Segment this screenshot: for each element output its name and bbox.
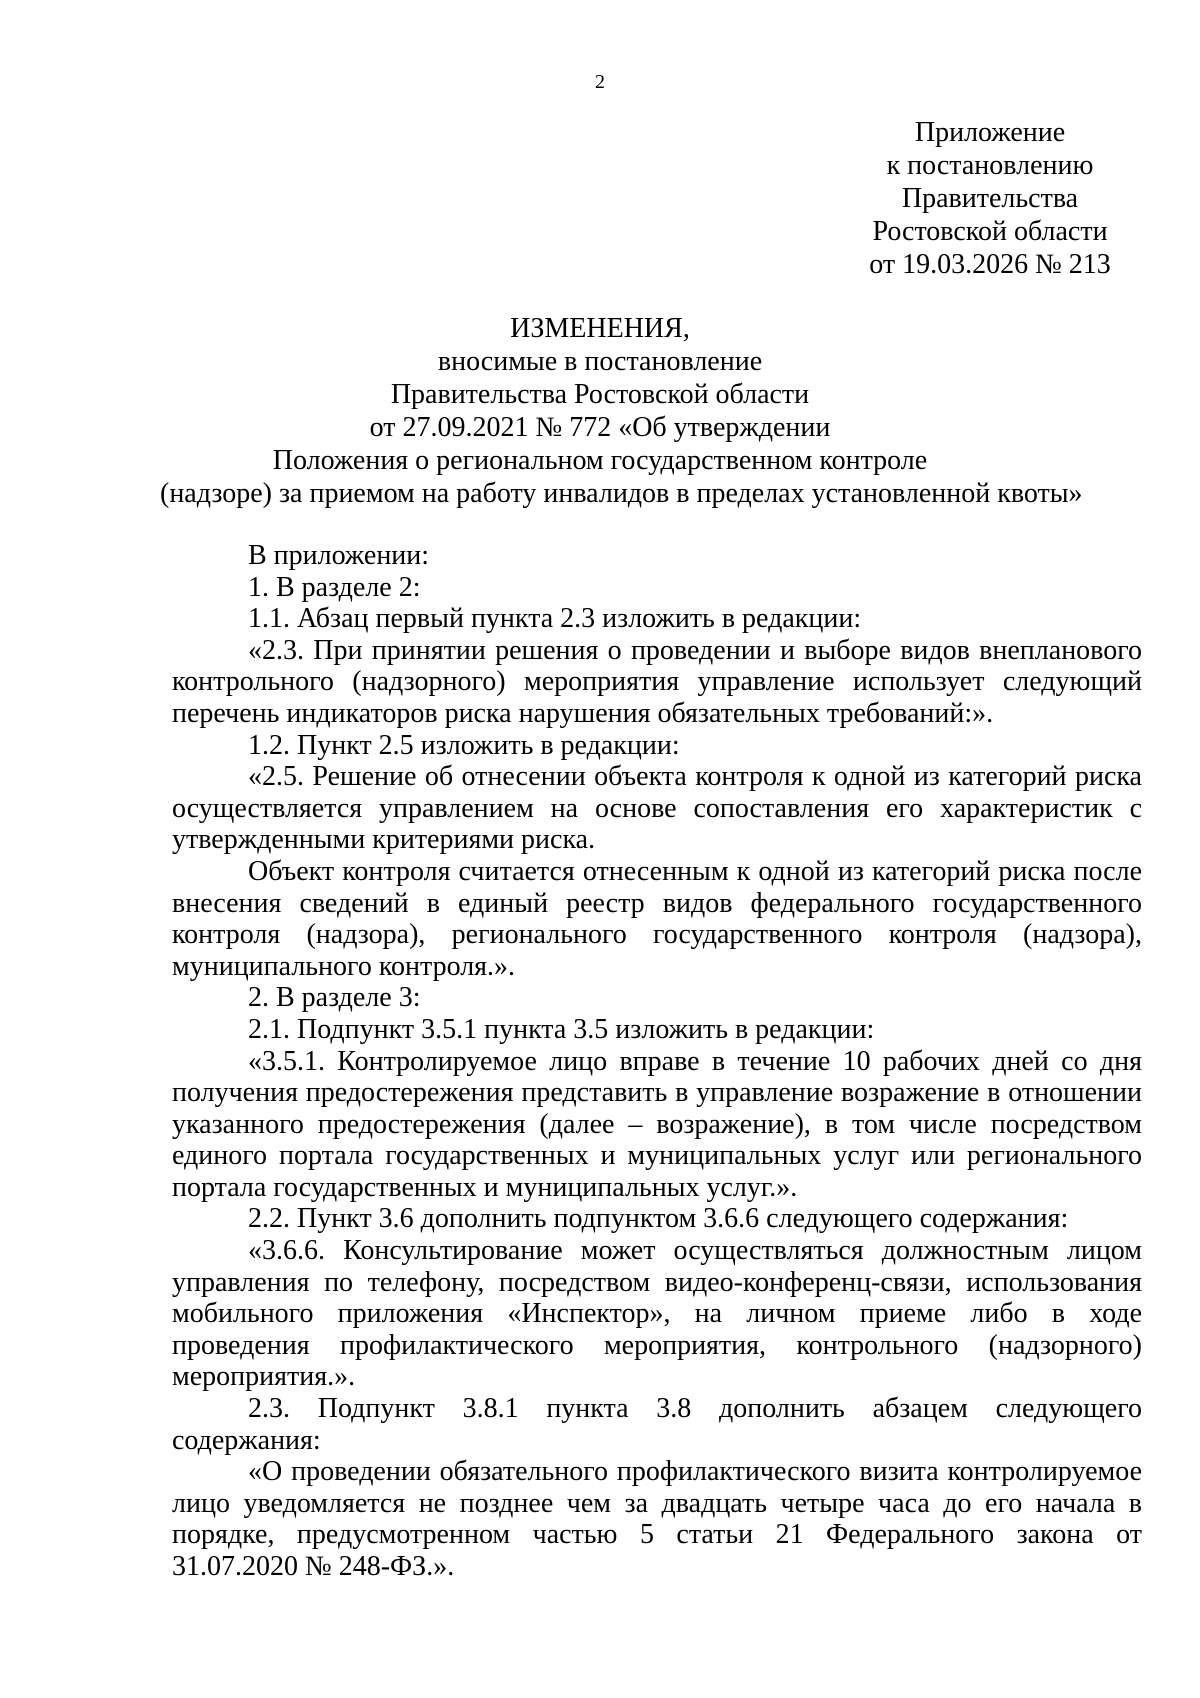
title-line: вносимые в постановление bbox=[437, 346, 763, 377]
document-body bbox=[172, 540, 1142, 1583]
body-paragraph: 2.3. Подпункт 3.8.1 пункта 3.8 дополнить абзацем следующего содержания: bbox=[172, 1393, 1142, 1456]
body-paragraph: 1.1. Абзац первый пункта 2.3 изложить в редакции: bbox=[248, 603, 862, 635]
body-paragraph: 2.1. Подпункт 3.5.1 пункта 3.5 изложить в редакции: bbox=[248, 1013, 875, 1045]
body-paragraph: Объект контроля считается отнесенным к одной из категорий риска после внесения сведений в единый реестр видов федерального государственного контроля (надзора), регионального государственного контроля (надзора), муниципального контроля.». bbox=[172, 855, 1142, 982]
title-line: Правительства Ростовской области bbox=[390, 379, 810, 410]
body-paragraph: «О проведении обязательного профилактического визита контролируемое лицо уведомляется не позднее чем за двадцать четыре часа до его начала в порядке, предусмотренном частью 5 статьи 21 Федерального закона от 31.07.2020 № 248-ФЗ.». bbox=[172, 1456, 1142, 1582]
appendix-header bbox=[860, 116, 1120, 281]
title-line: ИЗМЕНЕНИЯ, bbox=[510, 313, 690, 344]
page-number: 2 bbox=[595, 71, 605, 93]
appendix-line: к постановлению bbox=[886, 150, 1094, 181]
body-paragraph: «2.5. Решение об отнесении объекта контроля к одной из категорий риска осуществляется управлением на основе сопоставления его характеристик с утвержденными критериями риска. bbox=[172, 761, 1142, 856]
body-paragraph: «3.6.6. Консультирование может осуществляться должностным лицом управления по телефону, посредством видео-конференц-связи, использования мобильного приложения «Инспектор», на личном приеме либо в ходе проведения профилактического мероприятия, контрольного (надзорного) мероприятия.». bbox=[172, 1235, 1142, 1393]
title-line: Положения о региональном государственном контроле bbox=[272, 445, 928, 476]
document-title bbox=[160, 312, 1083, 510]
title-line: от 27.09.2021 № 772 «Об утверждении bbox=[369, 412, 831, 443]
body-paragraph: 1.2. Пункт 2.5 изложить в редакции: bbox=[248, 729, 680, 761]
appendix-line: Ростовской области bbox=[872, 216, 1108, 247]
body-paragraph: В приложении: bbox=[248, 540, 430, 571]
body-paragraph: «2.3. При принятии решения о проведении и выборе видов внепланового контрольного (надзорного) мероприятия управление использует следующий перечень индикаторов риска нарушения обязательных требований:». bbox=[172, 634, 1142, 729]
title-line: (надзоре) за приемом на работу инвалидов в пределах установленной квоты» bbox=[160, 478, 1083, 509]
body-paragraph: 2.2. Пункт 3.6 дополнить подпунктом 3.6.6 следующего содержания: bbox=[248, 1203, 1069, 1235]
appendix-line: Правительства bbox=[901, 183, 1079, 214]
appendix-line: от 19.03.2026 № 213 bbox=[869, 249, 1111, 280]
body-paragraph: «3.5.1. Контролируемое лицо вправе в течение 10 рабочих дней со дня получения предостережения представить в управление возражение в отношении указанного предостережения (далее – возражение), в том числе посредством единого портала государственных и муниципальных услуг или регионального портала государственных и муниципальных услуг.». bbox=[172, 1045, 1142, 1203]
body-paragraph: 1. В разделе 2: bbox=[248, 571, 421, 603]
appendix-line: Приложение bbox=[914, 117, 1066, 148]
body-paragraph: 2. В разделе 3: bbox=[248, 982, 421, 1014]
